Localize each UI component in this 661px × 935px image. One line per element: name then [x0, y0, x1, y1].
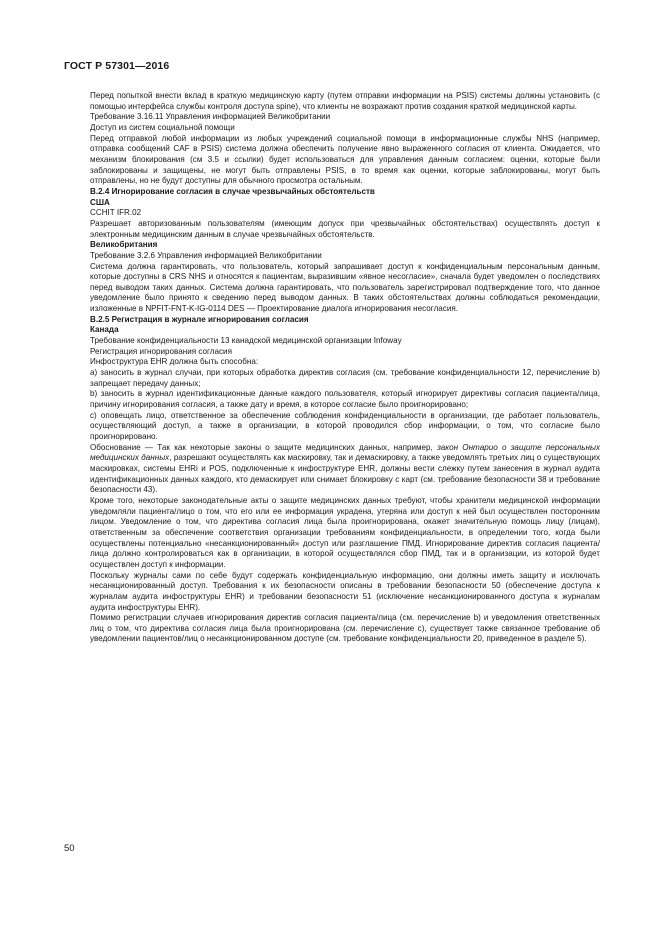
law-title: закон Онтарио о защите персональных медицинских данных — [90, 442, 600, 463]
subsection-heading: Великобритания — [90, 240, 158, 250]
section-heading: В.2.5 Регистрация в журнале игнорирования согласия — [90, 314, 309, 324]
page-number: 50 — [64, 843, 75, 854]
paragraph: Система должна гарантировать, что пользователь, который запрашивает доступ к конфиденциальным персональным данным, которые доступны в CRS NHS и относятся к пациентам, выразившим «явное несогласие», сначала будет уведомлен о последствиях перед выводом таких данных. Система должна гарантировать, что пользователь зарегистрировал подтверждение того, что данное уведомление было принято к сведению перед выводом данных. В таких обстоятельствах должны соблюдаться рекомендации, изложенные в NPFIT-FNT-K-IG-0114 DES — Проектирование диалога игнорирования несогласия. — [90, 261, 600, 314]
list-item: a) заносить в журнал случаи, при которых обработка директив согласия (см. требование конфиденциальности 12, перечисление b) запрещает передачу данных; — [90, 368, 600, 388]
page-body — [90, 91, 600, 645]
paragraph: Разрешает авторизованным пользователям (имеющим допуск при чрезвычайных обстоятельствах) осуществлять доступ к электронным медицинским данным в случае чрезвычайных обстоятельств. — [90, 218, 600, 239]
paragraph: Требование конфиденциальности 13 канадской медицинской организации Infoway — [90, 336, 402, 346]
paragraph: Поскольку журналы сами по себе будут содержать конфиденциальную информацию, они должны иметь защиту и исключать несанкционированный доступ. Требования к их безопасности описаны в требовании безопасности 50 (обеспечение доступа к журналам аудита инфоструктуры EHR) и требовании безопасности 51 (исключение несанкционированного доступа к журналам аудита инфоструктуры EHR). — [90, 570, 600, 612]
paragraph: Перед попыткой внести вклад в краткую медицинскую карту (путем отправки информации на PSIS) системы должны установить (с помощью интерфейса службы контроля доступа spine), что клиенты не возражают против создания краткой медицинской карты. — [90, 91, 600, 111]
list-item: c) оповещать лицо, ответственное за обеспечение соблюдения конфиденциальности в организации, где работает пользователь, осуществляющий доступ, а также в организации, в которой проводился сбор информации, о том, что согласие было проигнорировано. — [90, 410, 600, 441]
list-item: b) заносить в журнал идентификационные данные каждого пользователя, который игнорирует директивы согласия пациента/лица, причину игнорирования согласия, а также дату и время, в которое согласие было проигнорировано; — [90, 389, 600, 410]
rationale-text: , разрешают осуществлять как маскировку, так и демаскировку, а также уведомлять третьих лиц о существующих маскировках, системы EHRi и POS, подключенные к инфоструктуре EHR, должны вести слежку путем занесения в журнал аудита идентификационных данных каждого, кто демаскирует или снимает блокировку с карт (см. требование безопасности 38 и требование безопасности 43). — [90, 453, 600, 495]
rationale-paragraph — [90, 443, 600, 496]
paragraph: Перед отправкой любой информации из любых учреждений социальной помощи в информационные службы NHS (например, отправка сообщений CAF в PSIS) система должна обеспечить получение явно выраженного согласия от клиента. Ожидается, что механизм блокирования (см 3.5 и ссылки) будет использоваться для управления данным согласием: оценки, которые были заблокированы и защищены, не могут быть отправлены PSIS, в то время как оценки, которые заблокированы, могут быть отправлены, но не будут доступны для обычного просмотра остальным. — [90, 133, 600, 186]
subsection-heading: США — [90, 197, 110, 207]
paragraph: Кроме того, некоторые законодательные акты о защите медицинских данных требуют, чтобы хранители медицинской информации уведомляли пациента/лицо о том, что его или ее информация украдена, утеряна или доступ к ней был осуществлен посторонним лицом. Уведомление о том, что директива согласия лица была проигнорирована, окажет значительную помощь лицу (лицам), ответственным за обеспечение соответствия организации требованиям конфиденциальности, в определении того, когда были осуществлены потенциально «несанкционированный» доступ или разглашение ПМД. Игнорирование директив согласия пациента/лица должно контролироваться как в организации, в которой осуществлялся сбор ПМД, так и в организации, из которой будет осуществлен доступ к информации. — [90, 495, 600, 569]
document-header: ГОСТ Р 57301—2016 — [64, 60, 170, 72]
paragraph: Помимо регистрации случаев игнорирования директив согласия пациента/лица (см. перечисление b) и уведомления ответственных лиц о том, что директива согласия лица была проигнорирована (см. перечисление c), существует также связанное требование об уведомлении пациентов/лиц о несанкционированном доступе (см. требование конфиденциальности 20, приведенное в разделе 5). — [90, 613, 600, 644]
paragraph: Требование 3.2.6 Управления информацией Великобритании — [90, 250, 322, 260]
subsection-heading: Канада — [90, 325, 119, 335]
paragraph: Инфоструктура EHR должна быть способна: — [90, 357, 259, 367]
section-heading: В.2.4 Игнорирование согласия в случае чрезвычайных обстоятельств — [90, 186, 375, 196]
rationale-text: Обоснование — Так как некоторые законы о защите медицинских данных, например, — [90, 442, 438, 452]
paragraph: Доступ из систем социальной помощи — [90, 122, 235, 132]
paragraph: Требование 3.16.11 Управления информацией Великобритании — [90, 112, 331, 122]
paragraph: CCHIT IFR.02 — [90, 208, 142, 218]
paragraph: Регистрация игнорирования согласия — [90, 346, 232, 356]
